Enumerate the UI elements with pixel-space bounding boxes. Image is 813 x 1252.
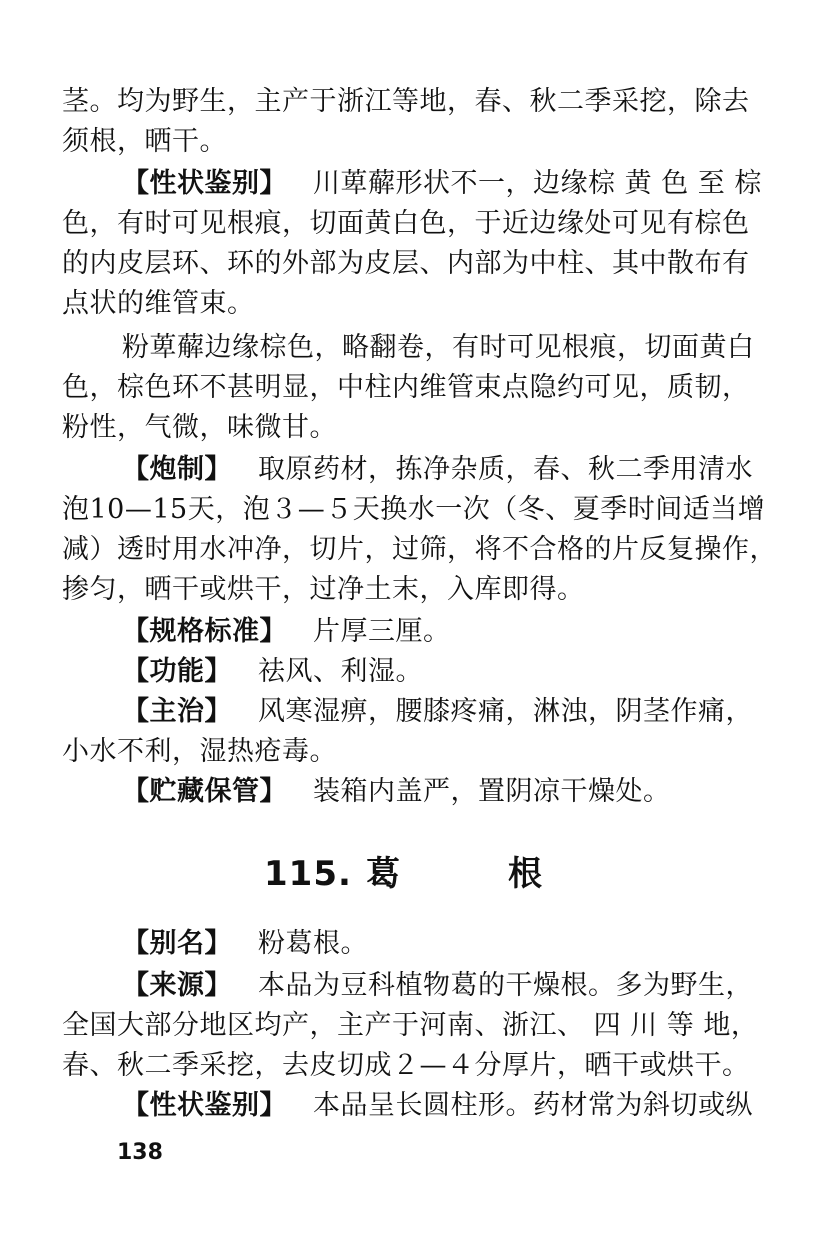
text-span: 装箱内盖严，置阴凉干燥处。 <box>313 776 671 807</box>
text-span: 风寒湿痹，腰膝疼痛，淋浊，阴茎作痛， <box>258 696 753 727</box>
text-span: 本品为豆科植物葛的干燥根。多为野生， <box>258 970 753 1001</box>
section-number: 115. <box>264 854 352 894</box>
section-label: 【别名】 <box>122 928 232 959</box>
section-label: 【炮制】 <box>122 454 232 485</box>
section-label: 【来源】 <box>122 970 232 1001</box>
text-line <box>122 692 753 732</box>
text-span: 祛风、利湿。 <box>258 656 423 687</box>
page-number: 138 <box>117 1140 163 1165</box>
section-name-char: 葛 <box>366 854 400 894</box>
text-line <box>122 164 762 204</box>
text-span: 片厚三厘。 <box>313 616 451 647</box>
section-label: 【性状鉴别】 <box>122 1090 287 1121</box>
text-line <box>122 966 753 1006</box>
text-line: 小水不利，湿热疮毒。 <box>62 736 337 767</box>
text-line: 粉萆薢边缘棕色，略翻卷，有时可见根痕，切面黄白 <box>122 332 755 363</box>
text-line: 的内皮层环、环的外部为皮层、内部为中柱、其中散布有 <box>62 248 750 279</box>
text-span: 取原药材，拣净杂质，春、秋二季用清水 <box>258 454 753 485</box>
text-span: 本品呈长圆柱形。药材常为斜切或纵 <box>313 1090 753 1121</box>
section-label: 【功能】 <box>122 656 232 687</box>
text-line: 茎。均为野生，主产于浙江等地，春、秋二季采挖，除去 <box>62 86 750 117</box>
text-line: 泡10—15天，泡３—５天换水一次（冬、夏季时间适当增 <box>62 494 766 525</box>
text-line <box>122 652 742 692</box>
section-name-char: 根 <box>508 854 542 894</box>
text-line: 全国大部分地区均产，主产于河南、浙江、 四 川 等 地， <box>62 1010 759 1041</box>
text-line: 掺匀，晒干或烘干，过净土末，入库即得。 <box>62 574 585 605</box>
text-line <box>122 924 742 964</box>
text-line: 色，棕色环不甚明显，中柱内维管束点隐约可见，质韧， <box>62 372 750 403</box>
text-line <box>122 450 753 490</box>
text-line: 春、秋二季采挖，去皮切成２—４分厚片，晒干或烘干。 <box>62 1050 750 1081</box>
text-span: 川萆薢形状不一，边缘棕 黄 色 至 棕 <box>313 168 762 199</box>
text-line: 点状的维管束。 <box>62 288 255 319</box>
section-label: 【贮藏保管】 <box>122 776 287 807</box>
section-label: 【性状鉴别】 <box>122 168 287 199</box>
text-line: 减）透时用水冲净，切片，过筛，将不合格的片反复操作， <box>62 534 777 565</box>
text-line <box>122 1086 753 1126</box>
text-line: 须根，晒干。 <box>62 126 227 157</box>
section-label: 【规格标准】 <box>122 616 287 647</box>
text-line <box>122 612 742 652</box>
text-line: 色，有时可见根痕，切面黄白色，于近边缘处可见有棕色 <box>62 208 750 239</box>
section-label: 【主治】 <box>122 696 232 727</box>
text-line: 粉性，气微，味微甘。 <box>62 412 337 443</box>
section-heading <box>0 846 813 902</box>
text-line <box>122 772 742 812</box>
text-span: 粉葛根。 <box>258 928 368 959</box>
